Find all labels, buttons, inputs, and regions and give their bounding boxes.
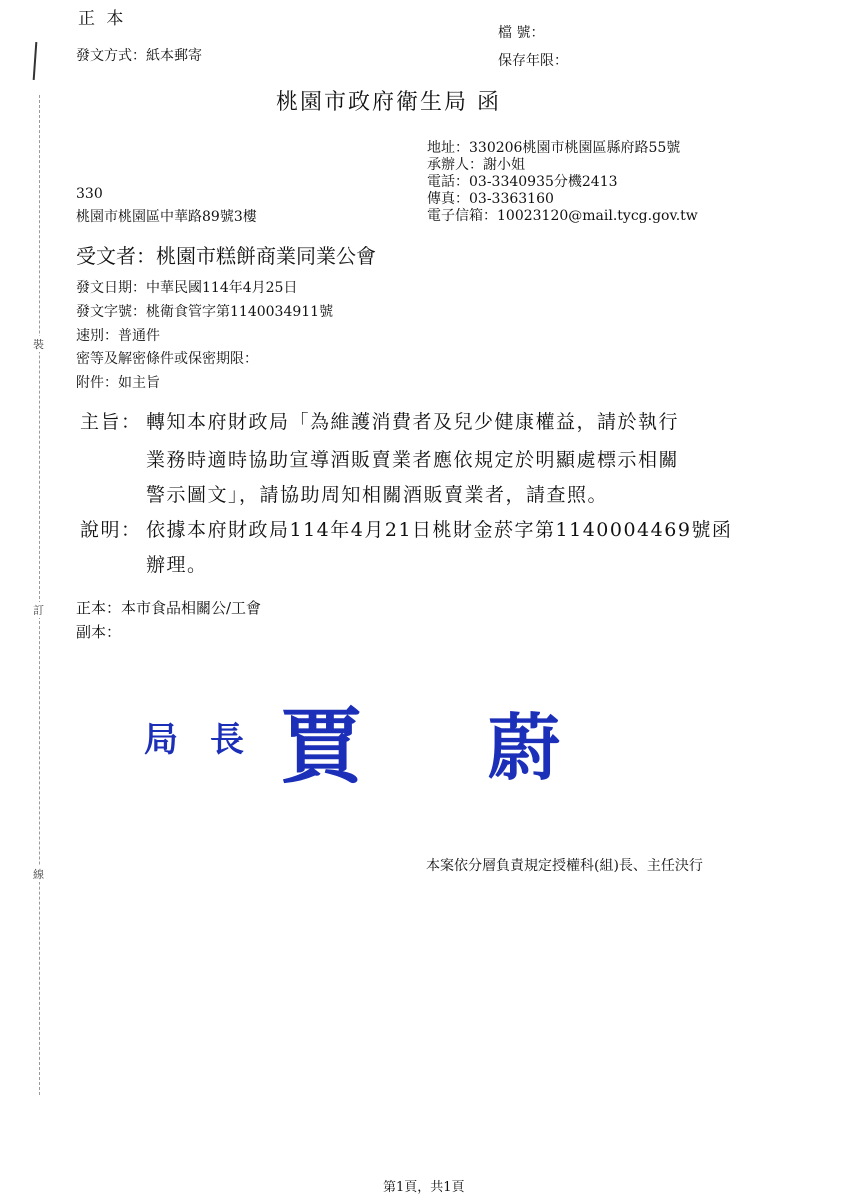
binding-mark-xian: 線 (33, 868, 44, 881)
signature-given-name: 蔚 (488, 706, 561, 790)
phone-number: 電話：03-3340935分機2413 (427, 174, 618, 190)
binding-mark-ding: 訂 (33, 604, 44, 617)
binding-mark-zhuang: 裝 (33, 338, 44, 351)
file-number-label: 檔 號： (498, 25, 545, 41)
delivery-speed: 速別：普通件 (76, 328, 160, 344)
document-title: 桃園市政府衛生局 函 (276, 90, 501, 115)
secrecy-level: 密等及解密條件或保密期限： (76, 351, 258, 367)
signature-title-char-2: 長 (210, 720, 244, 760)
sender-address: 地址：330206桃園市桃園區縣府路55號 (427, 140, 681, 156)
explanation-label: 說明： (80, 519, 142, 541)
issue-date: 發文日期：中華民國114年4月25日 (76, 280, 298, 296)
email-address: 電子信箱：10023120@mail.tycg.gov.tw (427, 208, 698, 224)
explanation-line-2: 辦理。 (146, 554, 208, 576)
original-copy-recipients: 正本：本市食品相關公/工會 (76, 599, 262, 617)
subject-line-3: 警示圖文」，請協助周知相關酒販賣業者，請查照。 (146, 484, 609, 506)
explanation-line-1: 依據本府財政局114年4月21日桃財金菸字第1140004469號函 (146, 519, 733, 541)
send-method: 發文方式：紙本郵寄 (76, 48, 202, 64)
binding-margin-line (39, 95, 40, 1095)
signature-title-char-1: 局 (144, 720, 178, 760)
authorization-note: 本案依分層負責規定授權科(組)長、主任決行 (426, 858, 703, 874)
copy-type-label: 正 本 (78, 9, 127, 29)
attachment: 附件：如主旨 (76, 375, 160, 391)
contact-person: 承辦人：謝小姐 (427, 157, 525, 173)
recipient: 受文者：桃園市糕餅商業同業公會 (76, 244, 376, 268)
carbon-copy-recipients: 副本： (76, 623, 122, 641)
margin-pen-mark (33, 42, 38, 80)
page-number: 第1頁，共1頁 (383, 1180, 465, 1195)
subject-label: 主旨： (80, 411, 142, 433)
signature-surname: 賈 (280, 700, 363, 795)
fax-number: 傳真：03-3363160 (427, 191, 554, 207)
retention-period-label: 保存年限： (498, 53, 568, 69)
recipient-postal-code: 330 (76, 186, 103, 202)
director-signature-stamp (140, 690, 610, 795)
sender-info-block (427, 140, 698, 225)
document-number: 發文字號：桃衛食管字第1140034911號 (76, 304, 334, 320)
subject-line-2: 業務時適時協助宣導酒販賣業者應依規定於明顯處標示相關 (146, 449, 680, 471)
recipient-address: 桃園市桃園區中華路89號3樓 (76, 209, 257, 225)
subject-line-1: 轉知本府財政局「為維護消費者及兒少健康權益，請於執行 (146, 411, 680, 433)
